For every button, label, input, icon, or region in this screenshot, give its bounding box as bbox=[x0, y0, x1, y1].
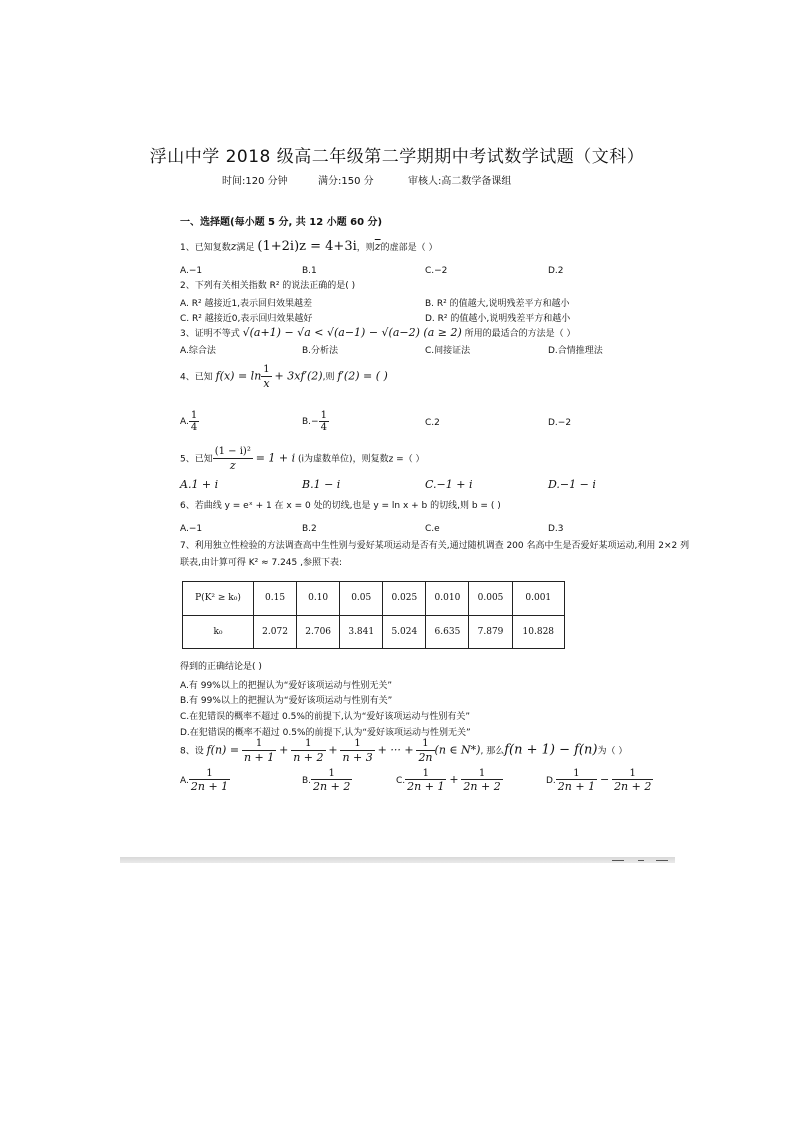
q8-option-b bbox=[302, 768, 352, 793]
q4-prefix: 4、已知 bbox=[180, 372, 213, 383]
scan-edge-mark bbox=[638, 860, 644, 861]
q5-prefix: 5、已知 bbox=[180, 454, 213, 465]
table-cell: 10.828 bbox=[512, 615, 564, 649]
q8-condition: (n ∈ N*) bbox=[434, 743, 481, 757]
q3-option-a: A.综合法 bbox=[180, 346, 216, 356]
question-1: 1、已知复数z满足 (1+2i)z = 4+3i，则$\overline{z}$的虚部是（ ） bbox=[180, 239, 438, 254]
table-cell: 6.635 bbox=[426, 615, 469, 649]
q8-option-c-plus: + bbox=[449, 773, 459, 786]
question-7-line-2: 联表,由计算可得 K² ≈ 7.245 ,参照下表: bbox=[180, 558, 343, 568]
q4-frac-den: x bbox=[263, 377, 270, 390]
section-heading: 一、选择题(每小题 5 分, 共 12 小题 60 分) bbox=[180, 217, 383, 228]
q8-option-c-num-1: 1 bbox=[405, 768, 446, 780]
scan-edge-mark bbox=[612, 860, 624, 861]
q4-option-a-num: 1 bbox=[190, 410, 198, 421]
q6-option-c: C.e bbox=[425, 524, 440, 534]
question-7-line-1: 7、利用独立性检验的方法调查高中生性别与爱好某项运动是否有关,通过随机调查 200 名高中生是否爱好某项运动,利用 2×2 列 bbox=[180, 541, 690, 551]
q8-option-d-den-1: 2n + 1 bbox=[557, 780, 596, 793]
question-3 bbox=[180, 326, 576, 340]
question-2: 2、下列有关相关指数 R² 的说法正确的是( ) bbox=[180, 281, 356, 291]
table-row bbox=[183, 615, 565, 649]
q8-option-d-den-2: 2n + 2 bbox=[614, 780, 652, 793]
q5-option-a: A.1 + i bbox=[180, 478, 219, 491]
q1-prefix: 1、已知复数 bbox=[180, 243, 231, 253]
q5-option-d: D.−1 − i bbox=[548, 478, 596, 491]
q4-option-b bbox=[302, 410, 329, 433]
q8-function: f(n) = bbox=[206, 743, 240, 757]
q8-option-a-label: A. bbox=[180, 776, 189, 786]
q2-option-b: B. R² 的值越大,说明残差平方和越小 bbox=[425, 299, 570, 309]
question-5 bbox=[180, 446, 425, 472]
q5-frac-den: z bbox=[229, 459, 236, 472]
page-title: 浮山中学 2018 级高二年级第二学期期中考试数学试题（文科） bbox=[149, 147, 645, 167]
question-4 bbox=[180, 364, 388, 390]
table-cell: 0.001 bbox=[512, 582, 564, 616]
q8-option-d-num-1: 1 bbox=[556, 768, 597, 780]
q4-option-d: D.−2 bbox=[548, 418, 572, 428]
q1-option-b: B.1 bbox=[302, 266, 317, 276]
q5-frac-num: (1 − i)² bbox=[214, 446, 251, 457]
q7-option-c: C.在犯错误的概率不超过 0.5%的前提下,认为“爱好该项运动与性别有关” bbox=[180, 712, 471, 722]
q1-equation: (1+2i)z = 4+3i bbox=[257, 239, 357, 254]
q6-option-b: B.2 bbox=[302, 524, 317, 534]
q3-post: 所用的最适合的方法是（ ） bbox=[464, 329, 576, 339]
q8-option-c-den-2: 2n + 2 bbox=[463, 780, 501, 793]
q3-option-d: D.合情推理法 bbox=[548, 346, 603, 356]
table-row-header: P(K² ≥ k₀) bbox=[183, 582, 254, 616]
q4-post: ,则 bbox=[322, 372, 335, 383]
q3-option-b: B.分析法 bbox=[302, 346, 339, 356]
q8-dots: + ··· + bbox=[377, 743, 414, 757]
q7-option-a: A.有 99%以上的把握认为“爱好该项运动与性别无关” bbox=[180, 681, 393, 691]
q4-option-a bbox=[180, 410, 199, 433]
q8-option-b-label: B. bbox=[302, 776, 312, 786]
exam-reviewer: 审核人:高二数学备课组 bbox=[408, 176, 512, 187]
q8-option-d bbox=[546, 768, 653, 793]
q4-rest: + 3xf′(2) bbox=[274, 369, 323, 383]
q4-function: f(x) = ln bbox=[215, 369, 262, 383]
table-cell: 0.10 bbox=[297, 582, 340, 616]
q4-option-a-den: 4 bbox=[190, 422, 198, 433]
q8-option-a bbox=[180, 768, 230, 793]
q4-option-c: C.2 bbox=[425, 418, 440, 428]
q5-option-c: C.−1 + i bbox=[425, 478, 473, 491]
q7-option-d: D.在犯错误的概率不超过 0.5%的前提下,认为“爱好该项运动与性别无关” bbox=[180, 728, 471, 738]
q4-option-b-num: 1 bbox=[320, 410, 327, 421]
scan-edge-mark bbox=[656, 860, 668, 861]
q8-option-c bbox=[396, 768, 503, 793]
q1-mid: 满足 bbox=[236, 243, 255, 253]
question-8: 8、设 f(n) = $\frac{1}{n + 1}$ + $\frac{1}{n + 2}$ + $\frac{1}{n + 3}$ + ··· + $\frac{1}{2n}$ (n ∈ N*), 那么f(n + 1) − f(n)为（ ） bbox=[180, 738, 628, 764]
table-row bbox=[183, 582, 565, 616]
table-cell: 5.024 bbox=[383, 615, 426, 649]
q8-term-4-num: 1 bbox=[416, 738, 434, 751]
q4-option-b-label: B.− bbox=[302, 417, 319, 427]
q8-option-d-label: D. bbox=[546, 776, 556, 786]
q8-option-a-den: 2n + 1 bbox=[190, 780, 229, 793]
q8-option-a-num: 1 bbox=[189, 768, 230, 780]
q8-term-2-den: n + 2 bbox=[293, 751, 324, 764]
q5-option-b: B.1 − i bbox=[302, 478, 341, 491]
table-cell: 3.841 bbox=[340, 615, 383, 649]
table-row-header: k₀ bbox=[183, 615, 254, 649]
q1-post: ，则 bbox=[356, 243, 375, 253]
table-cell: 0.010 bbox=[426, 582, 469, 616]
q3-inequality: √(a+1) − √a < √(a−1) − √(a−2) (a ≥ 2) bbox=[242, 326, 462, 339]
q4-option-b-den: 4 bbox=[320, 422, 327, 433]
q8-term-3-den: n + 3 bbox=[342, 751, 373, 764]
q7-option-b: B.有 99%以上的把握认为“爱好该项运动与性别有关” bbox=[180, 696, 393, 706]
q1-post2: 的虚部是（ ） bbox=[380, 243, 438, 253]
table-cell: 2.072 bbox=[254, 615, 297, 649]
q2-option-d: D. R² 的值越小,说明残差平方和越小 bbox=[425, 314, 571, 324]
critical-value-table bbox=[182, 581, 565, 649]
q3-prefix: 3、证明不等式 bbox=[180, 329, 240, 339]
q8-term-1-num: 1 bbox=[242, 738, 276, 751]
table-cell: 2.706 bbox=[297, 615, 340, 649]
q8-term-4-den: 2n bbox=[418, 751, 433, 764]
q8-option-d-minus: − bbox=[599, 773, 610, 786]
q8-term-3-num: 1 bbox=[340, 738, 374, 751]
q8-option-b-den: 2n + 2 bbox=[313, 780, 351, 793]
q5-note: (i为虚数单位)，则复数z =（ ） bbox=[298, 454, 425, 465]
q1-option-c: C.−2 bbox=[425, 266, 448, 276]
q8-ask-3: 为（ ） bbox=[597, 746, 628, 757]
scan-edge-bar bbox=[120, 857, 675, 863]
table-cell: 7.879 bbox=[469, 615, 512, 649]
q6-option-d: D.3 bbox=[548, 524, 564, 534]
q3-option-c: C.间接证法 bbox=[425, 346, 471, 356]
q8-term-2-num: 1 bbox=[291, 738, 325, 751]
q1-option-a: A.−1 bbox=[180, 266, 203, 276]
question-6: 6、若曲线 y = eˣ + 1 在 x = 0 处的切线,也是 y = ln x + b 的切线,则 b = ( ) bbox=[180, 501, 501, 511]
q8-option-c-num-2: 1 bbox=[461, 768, 502, 780]
table-cell: 0.15 bbox=[254, 582, 297, 616]
q4-option-a-label: A. bbox=[180, 417, 189, 427]
q6-option-a: A.−1 bbox=[180, 524, 203, 534]
q8-prefix: 8、设 bbox=[180, 746, 204, 757]
table-cell: 0.025 bbox=[383, 582, 426, 616]
q8-option-c-den-1: 2n + 1 bbox=[407, 780, 445, 793]
q8-option-b-num: 1 bbox=[311, 768, 352, 780]
q8-ask-1: , 那么 bbox=[480, 746, 505, 757]
table-cell: 0.05 bbox=[340, 582, 383, 616]
q2-option-c: C. R² 越接近0,表示回归效果越好 bbox=[180, 314, 313, 324]
q7-conclusion: 得到的正确结论是( ) bbox=[180, 662, 262, 672]
q1-option-d: D.2 bbox=[548, 266, 564, 276]
q8-term-1-den: n + 1 bbox=[243, 751, 275, 764]
q8-ask-2: f(n + 1) − f(n) bbox=[504, 742, 598, 758]
q2-option-a: A. R² 越接近1,表示回归效果越差 bbox=[180, 299, 313, 309]
q4-ask: f′(2) = ( ) bbox=[337, 369, 388, 383]
q4-frac-num: 1 bbox=[263, 364, 270, 375]
q8-option-c-label: C. bbox=[396, 776, 406, 786]
exam-full-score: 满分:150 分 bbox=[318, 176, 374, 187]
q8-option-d-num-2: 1 bbox=[612, 768, 653, 780]
q5-equation: = 1 + i bbox=[255, 451, 296, 465]
table-cell: 0.005 bbox=[469, 582, 512, 616]
exam-time: 时间:120 分钟 bbox=[222, 176, 288, 187]
